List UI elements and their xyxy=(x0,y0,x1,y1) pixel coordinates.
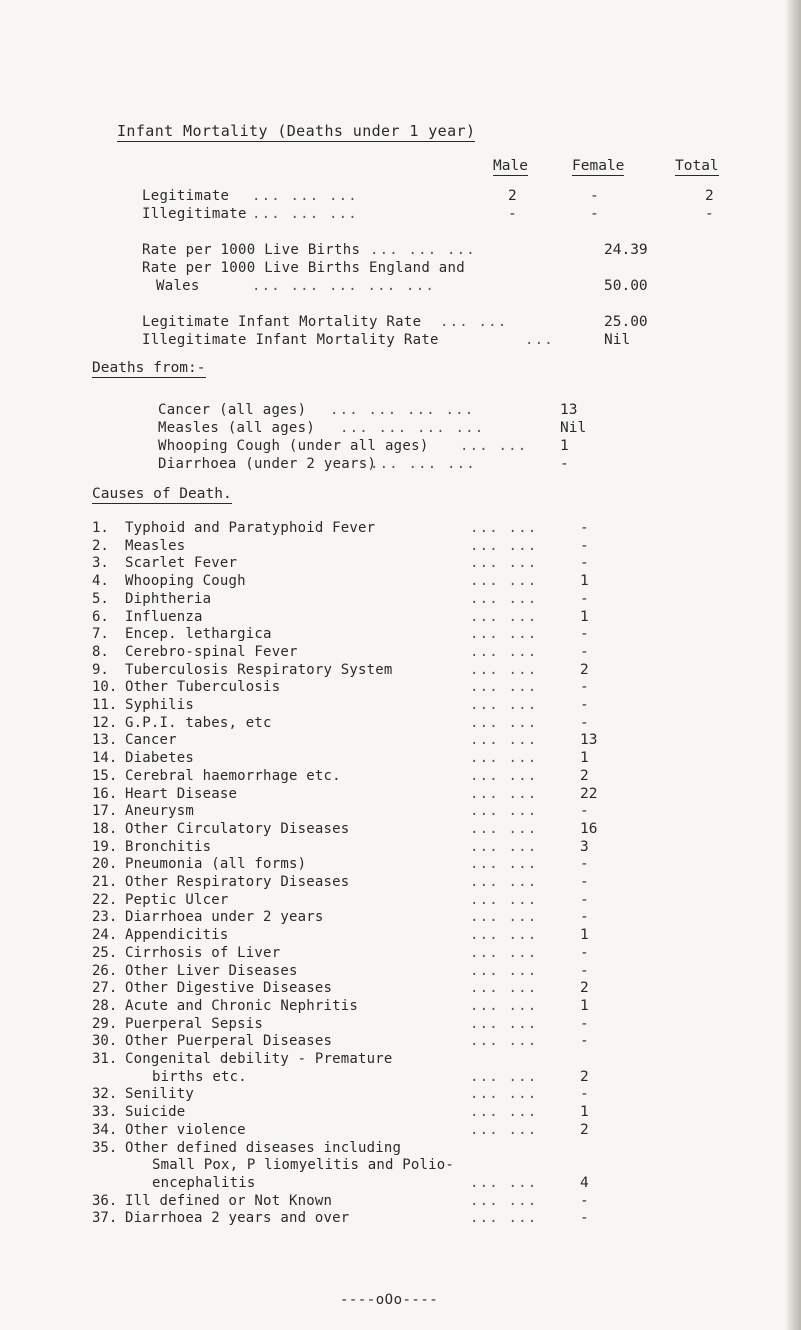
cause-label: Influenza xyxy=(125,608,203,625)
cause-label: Other Tuberculosis xyxy=(125,679,281,696)
cause-value: - xyxy=(580,590,589,607)
leader-dots: ... ... ... xyxy=(370,456,476,472)
leader-dots: ... ... xyxy=(470,1033,538,1050)
cause-value: - xyxy=(580,520,589,536)
cause-number: 31. xyxy=(92,1051,118,1067)
cause-number: 29. xyxy=(92,1015,118,1032)
illegitimate-label: Illegitimate xyxy=(142,206,247,222)
cause-value: - xyxy=(580,944,589,961)
cause-value: - xyxy=(580,962,589,979)
cause-number: 5. xyxy=(92,590,109,607)
leader-dots: ... ... xyxy=(470,874,538,890)
leader-dots: ... ... xyxy=(470,944,538,961)
leader-dots: ... ... xyxy=(470,661,538,678)
cause-label: Cirrhosis of Liver xyxy=(125,944,281,961)
cause-number: 35. xyxy=(92,1139,118,1156)
cause-label: Puerperal Sepsis xyxy=(125,1015,264,1032)
cause-label: Diarrhoea 2 years and over xyxy=(125,1210,350,1227)
leader-dots: ... ... xyxy=(470,679,538,696)
cause-label: G.P.I. tabes, etc xyxy=(125,714,272,731)
rate-value: 24.39 xyxy=(604,242,648,258)
cause-value: - xyxy=(580,1015,589,1032)
cause-value: 1 xyxy=(580,997,589,1014)
leader-dots: ... ... xyxy=(470,714,538,731)
cause-label: Other Digestive Diseases xyxy=(125,980,333,997)
cause-value: - xyxy=(580,1192,589,1209)
leader-dots: ... ... ... ... xyxy=(330,402,475,418)
cause-number: 14. xyxy=(92,750,118,767)
cause-label: Ill defined or Not Known xyxy=(125,1192,333,1209)
cause-number: 37. xyxy=(92,1210,118,1227)
cause-value: - xyxy=(580,874,589,890)
cause-value: 2 xyxy=(580,661,589,678)
leader-dots: ... ... xyxy=(470,838,538,855)
cause-value: 3 xyxy=(580,838,589,855)
cause-value: - xyxy=(580,1033,589,1050)
cause-number: 20. xyxy=(92,856,118,873)
cause-number: 19. xyxy=(92,838,118,855)
leader-dots: ... ... ... xyxy=(252,188,358,204)
leader-dots: ... ... xyxy=(470,1192,538,1209)
cause-label: Measles xyxy=(125,537,186,554)
cause-label: Typhoid and Paratyphoid Fever xyxy=(125,520,376,536)
cause-value: - xyxy=(580,803,589,820)
page-title: Infant Mortality (Deaths under 1 year) xyxy=(117,122,476,140)
legitimate-female: - xyxy=(590,188,599,204)
cause-value: - xyxy=(580,714,589,731)
cause-value: 16 xyxy=(580,820,598,837)
cause-number: 24. xyxy=(92,927,118,944)
cause-label: Other defined diseases including xyxy=(125,1139,402,1156)
cause-value: 2 xyxy=(580,980,589,997)
rate-label: Rate per 1000 Live Births xyxy=(142,242,361,258)
cause-value: 1 xyxy=(580,608,589,625)
leader-dots: ... ... xyxy=(470,590,538,607)
cause-number: 34. xyxy=(92,1121,118,1138)
legitimate-total: 2 xyxy=(705,188,714,204)
cause-label: Other Circulatory Diseases xyxy=(125,820,350,837)
cause-number: 30. xyxy=(92,1033,118,1050)
leader-dots: ... ... ... ... xyxy=(340,420,485,436)
cause-label: Senility xyxy=(125,1086,195,1103)
cause-value: - xyxy=(580,856,589,873)
leader-dots: ... ... xyxy=(470,962,538,979)
leader-dots: ... ... xyxy=(470,927,538,944)
cause-label: Other violence xyxy=(125,1121,246,1138)
leader-dots: ... ... xyxy=(470,1015,538,1032)
cause-value: 2 xyxy=(580,1121,589,1138)
cause-number: 4. xyxy=(92,573,109,590)
leader-dots: ... ... xyxy=(470,785,538,802)
cause-number: 13. xyxy=(92,732,118,749)
cause-label-cont: births etc. xyxy=(152,1068,247,1085)
cause-value: 13 xyxy=(580,732,598,749)
cause-label: Other Respiratory Diseases xyxy=(125,874,350,890)
cause-number: 16. xyxy=(92,785,118,802)
legit-imr-value: 25.00 xyxy=(604,314,648,330)
leader-dots: ... ... xyxy=(470,643,538,660)
illegit-imr-value: Nil xyxy=(604,332,631,348)
cause-value: 2 xyxy=(580,1068,589,1085)
leader-dots: ... ... xyxy=(470,856,538,873)
leader-dots: ... ... xyxy=(470,803,538,820)
illegit-imr-label: Illegitimate Infant Mortality Rate xyxy=(142,332,439,348)
cause-number: 1. xyxy=(92,520,109,536)
cause-label: Diphtheria xyxy=(125,590,212,607)
cause-label: Heart Disease xyxy=(125,785,238,802)
cause-number: 6. xyxy=(92,608,109,625)
cause-label-cont: Small Pox, P liomyelitis and Polio- xyxy=(152,1157,455,1174)
rate-ew-label-cont: Wales xyxy=(156,278,200,294)
cause-number: 21. xyxy=(92,874,118,890)
cause-value: - xyxy=(580,555,589,572)
cause-label: Pneumonia (all forms) xyxy=(125,856,307,873)
col-male-header: Male xyxy=(493,158,528,174)
leader-dots: ... ... xyxy=(470,626,538,643)
cause-label: Cerebral haemorrhage etc. xyxy=(125,767,341,784)
cause-value: 22 xyxy=(580,785,598,802)
cause-number: 8. xyxy=(92,643,109,660)
cause-number: 25. xyxy=(92,944,118,961)
cause-value: - xyxy=(580,626,589,643)
illegitimate-total: - xyxy=(705,206,714,222)
leader-dots: ... ... xyxy=(470,732,538,749)
cause-label-cont: encephalitis xyxy=(152,1174,256,1191)
page-edge-shadow xyxy=(785,0,801,1330)
leader-dots: ... ... xyxy=(470,608,538,625)
cause-value: - xyxy=(580,909,589,926)
cause-label: Diabetes xyxy=(125,750,195,767)
leader-dots: ... ... xyxy=(470,573,538,590)
leader-dots: ... ... xyxy=(470,909,538,926)
cause-number: 11. xyxy=(92,697,118,713)
cause-label: Bronchitis xyxy=(125,838,212,855)
cause-label: Other Puerperal Diseases xyxy=(125,1033,333,1050)
leader-dots: ... ... xyxy=(470,891,538,908)
cause-number: 36. xyxy=(92,1192,118,1209)
cause-value: - xyxy=(580,697,589,713)
cause-label: Acute and Chronic Nephritis xyxy=(125,997,358,1014)
cause-value: - xyxy=(580,537,589,554)
rate-ew-label: Rate per 1000 Live Births England and xyxy=(142,260,465,276)
illegitimate-female: - xyxy=(590,206,599,222)
cause-label: Peptic Ulcer xyxy=(125,891,229,908)
cause-label: Other Liver Diseases xyxy=(125,962,298,979)
leader-dots: ... ... xyxy=(440,314,508,330)
cause-value: 2 xyxy=(580,767,589,784)
leader-dots: ... ... ... xyxy=(252,206,358,222)
cause-value: 1 xyxy=(580,1104,589,1121)
leader-dots: ... ... xyxy=(470,820,538,837)
cause-label: Suicide xyxy=(125,1104,186,1121)
deaths-from-whooping-label: Whooping Cough (under all ages) xyxy=(158,438,429,454)
cause-number: 26. xyxy=(92,962,118,979)
leader-dots: ... xyxy=(525,332,554,348)
cause-number: 28. xyxy=(92,997,118,1014)
cause-number: 22. xyxy=(92,891,118,908)
cause-label: Diarrhoea under 2 years xyxy=(125,909,324,926)
cause-value: - xyxy=(580,891,589,908)
cause-number: 15. xyxy=(92,767,118,784)
deaths-from-heading: Deaths from:- xyxy=(92,360,206,376)
cause-label: Scarlet Fever xyxy=(125,555,238,572)
deaths-from-cancer-label: Cancer (all ages) xyxy=(158,402,307,418)
leader-dots: ... ... xyxy=(470,767,538,784)
leader-dots: ... ... xyxy=(470,520,538,536)
leader-dots: ... ... xyxy=(470,1121,538,1138)
cause-number: 3. xyxy=(92,555,109,572)
leader-dots: ... ... xyxy=(470,537,538,554)
cause-label: Encep. lethargica xyxy=(125,626,272,643)
cause-label: Appendicitis xyxy=(125,927,229,944)
cause-label: Cerebro-spinal Fever xyxy=(125,643,298,660)
leader-dots: ... ... xyxy=(470,997,538,1014)
leader-dots: ... ... xyxy=(470,555,538,572)
illegitimate-male: - xyxy=(508,206,517,222)
deaths-from-measles-label: Measles (all ages) xyxy=(158,420,316,436)
col-female-header: Female xyxy=(572,158,625,174)
deaths-from-diarrhoea-value: - xyxy=(560,456,569,472)
legitimate-male: 2 xyxy=(508,188,517,204)
leader-dots: ... ... ... xyxy=(370,242,476,258)
leader-dots: ... ... xyxy=(470,1104,538,1121)
cause-number: 2. xyxy=(92,537,109,554)
cause-number: 23. xyxy=(92,909,118,926)
cause-value: - xyxy=(580,1086,589,1103)
leader-dots: ... ... xyxy=(470,1174,538,1191)
rate-ew-value: 50.00 xyxy=(604,278,648,294)
leader-dots: ... ... xyxy=(460,438,528,454)
cause-label: Tuberculosis Respiratory System xyxy=(125,661,393,678)
cause-value: - xyxy=(580,679,589,696)
leader-dots: ... ... xyxy=(470,697,538,713)
deaths-from-diarrhoea-label: Diarrhoea (under 2 years) xyxy=(158,456,377,472)
cause-value: 1 xyxy=(580,750,589,767)
causes-heading: Causes of Death. xyxy=(92,486,232,502)
cause-value: 1 xyxy=(580,573,589,590)
leader-dots: ... ... xyxy=(470,1068,538,1085)
cause-value: - xyxy=(580,643,589,660)
cause-number: 9. xyxy=(92,661,109,678)
deaths-from-cancer-value: 13 xyxy=(560,402,578,418)
cause-value: 1 xyxy=(580,927,589,944)
legitimate-label: Legitimate xyxy=(142,188,230,204)
cause-number: 7. xyxy=(92,626,109,643)
end-mark: ----oOo---- xyxy=(340,1292,439,1308)
cause-label: Whooping Cough xyxy=(125,573,246,590)
leader-dots: ... ... xyxy=(470,980,538,997)
cause-label: Aneurysm xyxy=(125,803,195,820)
cause-value: - xyxy=(580,1210,589,1227)
col-total-header: Total xyxy=(675,158,719,174)
cause-value: 4 xyxy=(580,1174,589,1191)
cause-number: 33. xyxy=(92,1104,118,1121)
cause-number: 17. xyxy=(92,803,118,820)
leader-dots: ... ... xyxy=(470,1210,538,1227)
cause-number: 18. xyxy=(92,820,118,837)
cause-number: 10. xyxy=(92,679,118,696)
cause-number: 12. xyxy=(92,714,118,731)
deaths-from-measles-value: Nil xyxy=(560,420,587,436)
cause-label: Congenital debility - Premature xyxy=(125,1051,393,1067)
deaths-from-whooping-value: 1 xyxy=(560,438,569,454)
leader-dots: ... ... ... ... ... xyxy=(252,278,435,294)
cause-label: Cancer xyxy=(125,732,177,749)
leader-dots: ... ... xyxy=(470,750,538,767)
cause-label: Syphilis xyxy=(125,697,195,713)
cause-number: 27. xyxy=(92,980,118,997)
legit-imr-label: Legitimate Infant Mortality Rate xyxy=(142,314,422,330)
leader-dots: ... ... xyxy=(470,1086,538,1103)
cause-number: 32. xyxy=(92,1086,118,1103)
